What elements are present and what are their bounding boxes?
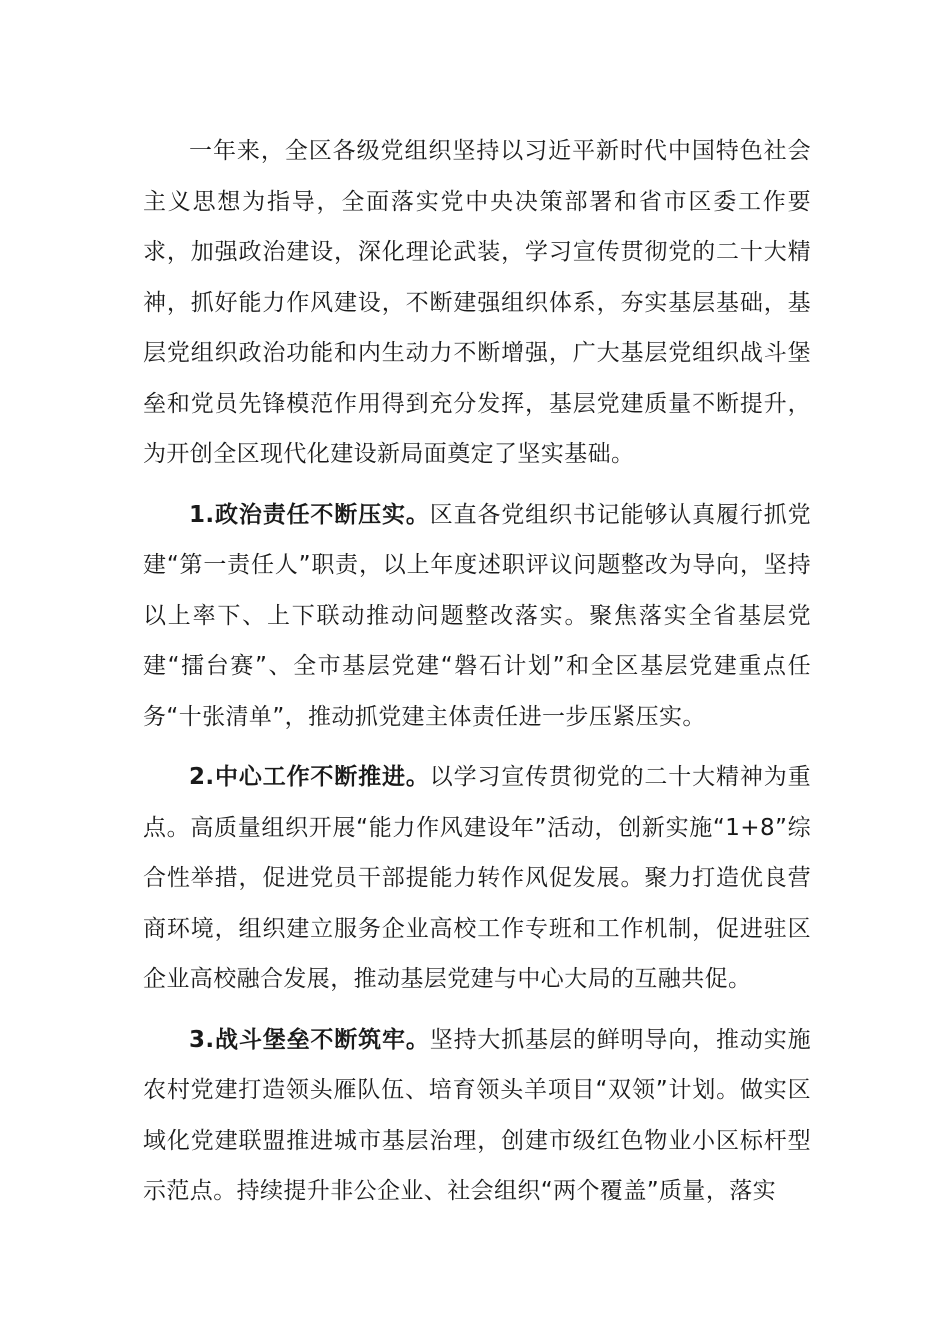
section-body-1: 区直各党组织书记能够认真履行抓党建“第一责任人”职责，以上年度述职评议问题整改为导向，坚持以上率下、上下联动推动问题整改落实。聚焦落实全省基层党建“擂台赛”、全市基层党建“磐石计划”和全区基层党建重点任务“十张清单”，推动抓党建主体责任进一步压紧压实。 — [143, 501, 811, 730]
section-paragraph-2 — [143, 752, 811, 1005]
section-paragraph-3 — [143, 1015, 811, 1217]
section-heading-1: 1.政治责任不断压实。 — [189, 501, 430, 528]
intro-paragraph — [143, 126, 811, 480]
section-heading-2: 2.中心工作不断推进。 — [189, 764, 430, 790]
intro-paragraph-text: 一年来，全区各级党组织坚持以习近平新时代中国特色社会主义思想为指导，全面落实党中央决策部署和省市区委工作要求，加强政治建设，深化理论武装，学习宣传贯彻党的二十大精神，抓好能力作风建设，不断建强组织体系，夯实基层基础，基层党组织政治功能和内生动力不断增强，广大基层党组织战斗堡垒和党员先锋模范作用得到充分发挥，基层党建质量不断提升，为开创全区现代化建设新局面奠定了坚实基础。 — [143, 138, 811, 467]
section-body-2: 以学习宣传贯彻党的二十大精神为重点。高质量组织开展“能力作风建设年”活动，创新实施“1+8”综合性举措，促进党员干部提能力转作风促发展。聚力打造优良营商环境，组织建立服务企业高校工作专班和工作机制，促进驻区企业高校融合发展，推动基层党建与中心大局的互融共促。 — [143, 764, 811, 992]
document-body — [143, 126, 811, 1217]
section-paragraph-1 — [143, 490, 811, 743]
section-heading-3: 3.战斗堡垒不断筑牢。 — [189, 1026, 430, 1053]
section-body-3: 坚持大抓基层的鲜明导向，推动实施农村党建打造领头雁队伍、培育领头羊项目“双领”计划。做实区域化党建联盟推进城市基层治理，创建市级红色物业小区标杆型示范点。持续提升非公企业、社会组织“两个覆盖”质量，落实 — [143, 1026, 811, 1204]
